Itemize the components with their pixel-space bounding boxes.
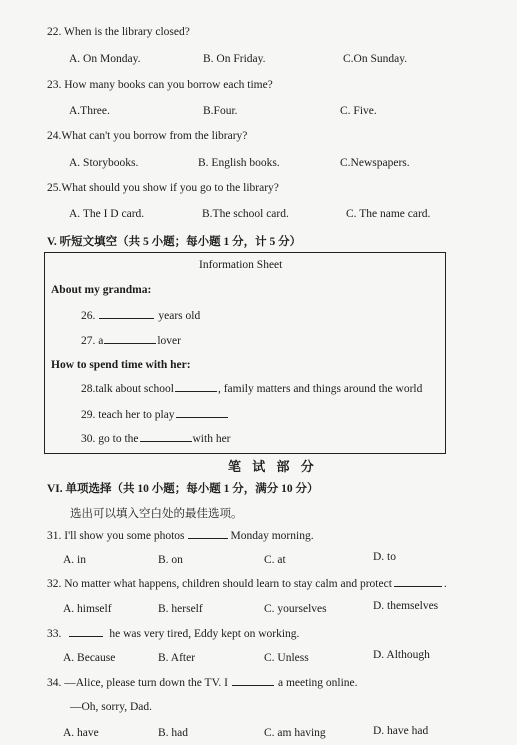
option-c: C. Unless <box>264 652 309 664</box>
option-a: A. On Monday. <box>69 53 141 65</box>
question-stem: 24.What can't you borrow from the library? <box>47 130 248 142</box>
section-5-title: V. 听短文填空（共 5 小题；每小题 1 分，计 5 分） <box>47 236 302 248</box>
option-d: D. themselves <box>373 600 439 612</box>
option-d: D. to <box>373 551 396 563</box>
section-6-instruction: 选出可以填入空白处的最佳选项。 <box>70 508 243 520</box>
option-c: C.Newspapers. <box>340 157 410 169</box>
option-b: B.The school card. <box>202 208 289 220</box>
option-d: D. have had <box>373 725 429 737</box>
option-b: B. herself <box>158 603 203 615</box>
option-b: B. English books. <box>198 157 280 169</box>
option-c: C. at <box>264 554 286 566</box>
option-a: A. Because <box>63 652 116 664</box>
option-a: A. have <box>63 727 99 739</box>
sheet-item-26: 26. years old <box>81 310 201 322</box>
sheet-how-heading: How to spend time with her: <box>51 359 191 371</box>
option-b: B. on <box>158 554 183 566</box>
sheet-item-30: 30. go to the with her <box>81 433 231 445</box>
sheet-item-28: 28.talk about school , family matters and things around the world <box>81 383 423 395</box>
option-b: B.Four. <box>203 105 238 117</box>
question-34-stem: 34. —Alice, please turn down the TV. I a meeting online. <box>47 677 358 689</box>
option-b: B. On Friday. <box>203 53 266 65</box>
question-stem: 25.What should you show if you go to the library? <box>47 182 279 194</box>
question-stem: 22. When is the library closed? <box>47 26 190 38</box>
section-6-title: VI. 单项选择（共 10 小题；每小题 1 分，满分 10 分） <box>47 483 319 495</box>
option-d: D. Although <box>373 649 430 661</box>
option-a: A. himself <box>63 603 112 615</box>
option-b: B. had <box>158 727 189 739</box>
option-c: C. Five. <box>340 105 377 117</box>
information-sheet <box>44 252 446 454</box>
option-c: C. The name card. <box>346 208 431 220</box>
sheet-about-heading: About my grandma: <box>51 284 152 296</box>
question-33-stem: 33. he was very tired, Eddy kept on working. <box>47 628 300 640</box>
sheet-item-27: 27. a lover <box>81 335 181 347</box>
option-a: A. Storybooks. <box>69 157 139 169</box>
sheet-item-29: 29. teach her to play <box>81 408 229 421</box>
written-section-heading: 笔 试 部 分 <box>228 459 318 474</box>
question-32-stem: 32. No matter what happens, children should learn to stay calm and protect . <box>47 578 447 590</box>
option-c: C. am having <box>264 727 326 739</box>
option-a: A. in <box>63 554 86 566</box>
sheet-title: Information Sheet <box>199 259 283 271</box>
question-31-stem: 31. I'll show you some photos Monday morning. <box>47 530 314 542</box>
option-a: A.Three. <box>69 105 110 117</box>
option-c: C. yourselves <box>264 603 327 615</box>
option-c: C.On Sunday. <box>343 53 408 65</box>
option-b: B. After <box>158 652 196 664</box>
question-stem: 23. How many books can you borrow each time? <box>47 79 273 91</box>
question-34-reply: —Oh, sorry, Dad. <box>70 701 152 713</box>
option-a: A. The I D card. <box>69 208 145 220</box>
